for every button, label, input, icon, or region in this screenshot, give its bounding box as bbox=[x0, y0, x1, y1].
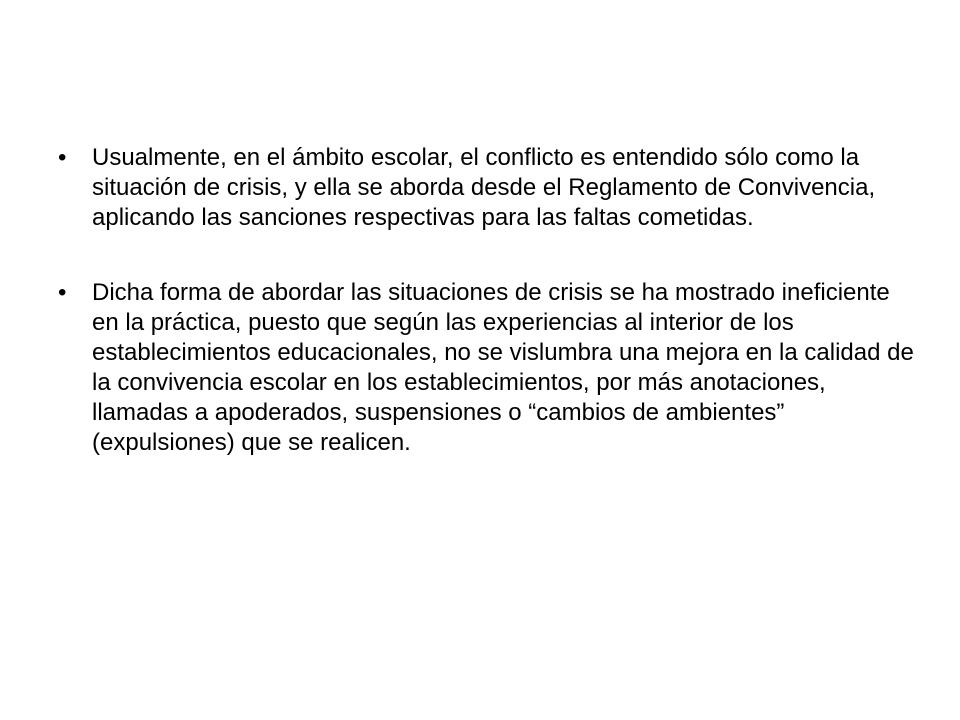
bullet-list bbox=[58, 143, 918, 458]
bullet-item-conflict-definition bbox=[58, 143, 918, 233]
bullet-dot-icon: • bbox=[58, 279, 67, 306]
bullet-item-inefficiency bbox=[58, 278, 918, 458]
bullet-text: Usualmente, en el ámbito escolar, el conflicto es entendido sólo como la situación de crisis, y ella se aborda desde el Reglamento de Convivencia, aplicando las sanciones respectivas para las faltas cometidas. bbox=[92, 144, 876, 231]
bullet-text: Dicha forma de abordar las situaciones de crisis se ha mostrado ineficiente en la práctica, puesto que según las experiencias al interior de los establecimientos educacionales, no se vislumbra una mejora en la calidad de la convivencia escolar en los establecimientos, por más anotaciones, llamadas a apoderados, suspensiones o “cambios de ambientes” (expulsiones) que se realicen. bbox=[92, 279, 914, 456]
bullet-dot-icon: • bbox=[58, 144, 67, 171]
